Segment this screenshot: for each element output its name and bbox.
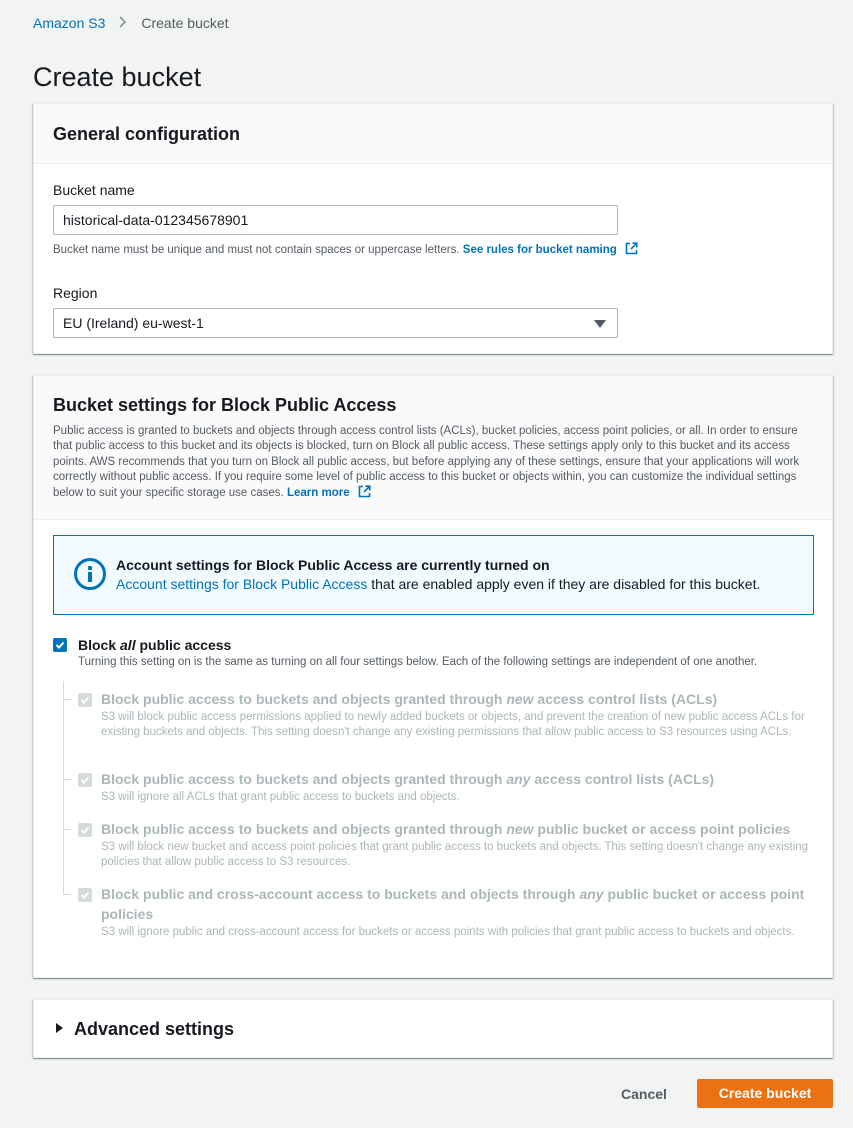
block-all-public-access-label[interactable]: Block all public access [78, 637, 232, 653]
advanced-settings-panel[interactable] [33, 999, 833, 1058]
account-settings-link[interactable]: Account settings for Block Public Access [116, 576, 368, 592]
check-icon [55, 640, 65, 650]
breadcrumb [33, 15, 229, 31]
info-icon [74, 558, 106, 590]
create-bucket-button[interactable]: Create bucket [697, 1079, 833, 1108]
page-title: Create bucket [33, 62, 202, 92]
check-icon [80, 890, 90, 900]
block-new-acls-label: Block public access to buckets and objects granted through new access control lists (ACLs) [101, 691, 718, 707]
block-public-access-header [34, 376, 832, 520]
region-select[interactable] [53, 308, 618, 338]
bucket-name-hint-text: Bucket name must be unique and must not contain spaces or uppercase letters. [53, 244, 460, 256]
external-link-icon[interactable] [358, 485, 371, 503]
breadcrumb-amazon-s3-link[interactable]: Amazon S3 [33, 15, 106, 31]
advanced-settings-toggle[interactable]: Advanced settings [74, 1019, 235, 1039]
general-configuration-title: General configuration [53, 124, 241, 144]
block-any-acls-label: Block public access to buckets and objects granted through any access control lists (ACLs) [101, 771, 715, 787]
general-configuration-header [34, 104, 832, 164]
block-all-public-access-checkbox[interactable] [53, 638, 67, 652]
external-link-icon[interactable] [625, 242, 638, 258]
bucket-name-hint [53, 242, 813, 258]
learn-more-link[interactable]: Learn more [286, 487, 350, 500]
tree-connector [63, 699, 71, 700]
block-any-acls-description: S3 will ignore all ACLs that grant public access to buckets and objects. [101, 791, 460, 803]
block-new-policies-label: Block public access to buckets and objects granted through new public bucket or access point policies [101, 821, 791, 837]
block-new-policies-description: S3 will block new bucket and access point policies that grant public access to buckets and objects. This setting doesn't change any existing policies that allow public access to S3 resources. [101, 841, 809, 868]
bucket-name-input[interactable]: historical-data-012345678901 [53, 205, 618, 235]
general-configuration-panel [33, 103, 833, 354]
tree-connector [63, 681, 64, 895]
caret-right-icon[interactable] [56, 1023, 63, 1033]
check-icon [80, 695, 90, 705]
tree-connector [63, 829, 71, 830]
block-cross-account-description: S3 will ignore public and cross-account access for buckets or access points with policies that grant public access to buckets and objects. [101, 926, 795, 938]
block-all-public-access-description: Turning this setting on is the same as turning on all four settings below. Each of the following settings are independent of one another. [78, 656, 758, 668]
block-public-access-title: Bucket settings for Block Public Access [53, 395, 397, 415]
account-settings-info-alert [53, 535, 814, 615]
block-any-acls-checkbox[interactable] [78, 773, 92, 787]
bucket-name-label: Bucket name [53, 182, 135, 198]
check-icon [80, 775, 90, 785]
breadcrumb-current: Create bucket [141, 15, 229, 31]
block-public-access-description-text: Public access is granted to buckets and objects through access control lists (ACLs), bucket policies, access point policies, or all. In order to ensure that public access to this bucket and its objects is blocked, turn on Block all public access. These settings apply only to this bucket and its access points. AWS recommends that you turn on Block all public access, but before applying any of these settings, ensure that your applications will work correctly without public access. If you require some level of public access to this bucket or objects within, you can customize the individual settings below to suit your specific storage use cases. [53, 425, 800, 500]
info-alert-title: Account settings for Block Public Access are currently turned on [116, 557, 550, 573]
region-value: EU (Ireland) eu-west-1 [63, 315, 204, 331]
tree-connector [63, 779, 71, 780]
cancel-button[interactable]: Cancel [621, 1086, 667, 1102]
bucket-naming-rules-link[interactable]: See rules for bucket naming [462, 244, 617, 256]
block-new-acls-checkbox[interactable] [78, 693, 92, 707]
block-cross-account-label: Block public and cross-account access to buckets and objects through any public bucket or access point policies [101, 886, 805, 922]
block-public-access-description [53, 424, 813, 503]
check-icon [80, 825, 90, 835]
caret-down-icon [594, 320, 606, 328]
block-cross-account-checkbox[interactable] [78, 888, 92, 902]
info-alert-text-rest: that are enabled apply even if they are disabled for this bucket. [371, 576, 761, 592]
block-public-access-panel [33, 375, 833, 978]
block-new-acls-description: S3 will block public access permissions applied to newly added buckets or objects, and prevent the creation of new public access ACLs for existing buckets and objects. This setting doesn't change any existing permissions that allow public access to S3 resources using ACLs. [101, 711, 805, 738]
block-new-policies-checkbox[interactable] [78, 823, 92, 837]
region-label: Region [53, 285, 98, 301]
chevron-right-icon [119, 16, 127, 31]
info-alert-text [116, 576, 793, 592]
tree-connector [63, 894, 71, 895]
